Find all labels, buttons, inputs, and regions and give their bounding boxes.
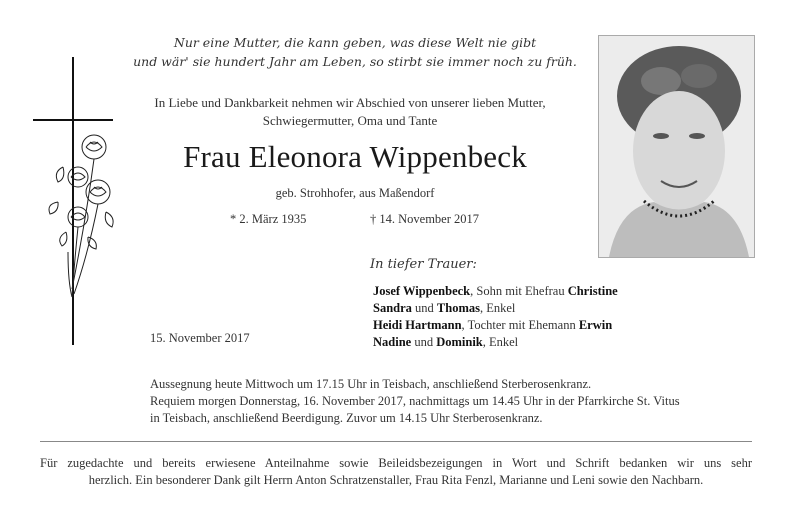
notice-date: 15. November 2017 bbox=[150, 331, 250, 345]
quote-line-1: Nur eine Mutter, die kann geben, was diese Welt nie gibt bbox=[173, 35, 537, 50]
mourner-row: Nadine und Dominik, Enkel bbox=[373, 335, 519, 349]
funeral-line-3: in Teisbach, anschließend Beerdigung. Zuvor um 14.15 Uhr Sterberosenkranz. bbox=[150, 411, 543, 425]
mourner-row: Josef Wippenbeck, Sohn mit Ehefrau Christine bbox=[373, 284, 618, 298]
portrait-photo bbox=[598, 35, 755, 258]
intro-text bbox=[130, 94, 570, 130]
funeral-info bbox=[150, 376, 770, 427]
thanks-text bbox=[40, 455, 752, 489]
death-date: † 14. November 2017 bbox=[370, 212, 480, 226]
intro-line-1: In Liebe und Dankbarkeit nehmen wir Abschied von unserer lieben Mutter, bbox=[154, 95, 546, 110]
mourning-heading: In tiefer Trauer: bbox=[370, 257, 477, 272]
quote bbox=[120, 33, 590, 71]
cross-with-roses-icon bbox=[28, 52, 128, 347]
funeral-line-2: Requiem morgen Donnerstag, 16. November 2017, nachmittags um 14.45 Uhr in der Pfarrkirche St. Vitus bbox=[150, 394, 680, 408]
quote-line-2: und wär' sie hundert Jahr am Leben, so stirbt sie immer noch zu früh. bbox=[133, 54, 577, 69]
intro-line-2: Schwiegermutter, Oma und Tante bbox=[262, 113, 438, 128]
mourner-row: Heidi Hartmann, Tochter mit Ehemann Erwin bbox=[373, 318, 613, 332]
birth-name: geb. Strohhofer, aus Maßendorf bbox=[275, 186, 435, 200]
deceased-name: Frau Eleonora Wippenbeck bbox=[183, 139, 527, 174]
birth-date: * 2. März 1935 bbox=[230, 212, 307, 226]
funeral-line-1: Aussegnung heute Mittwoch um 17.15 Uhr in Teisbach, anschließend Sterberosenkranz. bbox=[150, 377, 592, 391]
thanks-line-1: Für zugedachte und bereits erwiesene Anteilnahme sowie Beileidsbezeigungen in Wort und Schrift bedanken wir uns sehr bbox=[40, 456, 752, 470]
thanks-line-2: herzlich. Ein besonderer Dank gilt Herrn Anton Schratzenstaller, Frau Rita Fenzl, Marianne und Leni sowie den Nachbarn. bbox=[88, 473, 704, 487]
divider bbox=[40, 441, 752, 442]
mourners-list bbox=[373, 283, 618, 351]
mourner-row: Sandra und Thomas, Enkel bbox=[373, 301, 516, 315]
